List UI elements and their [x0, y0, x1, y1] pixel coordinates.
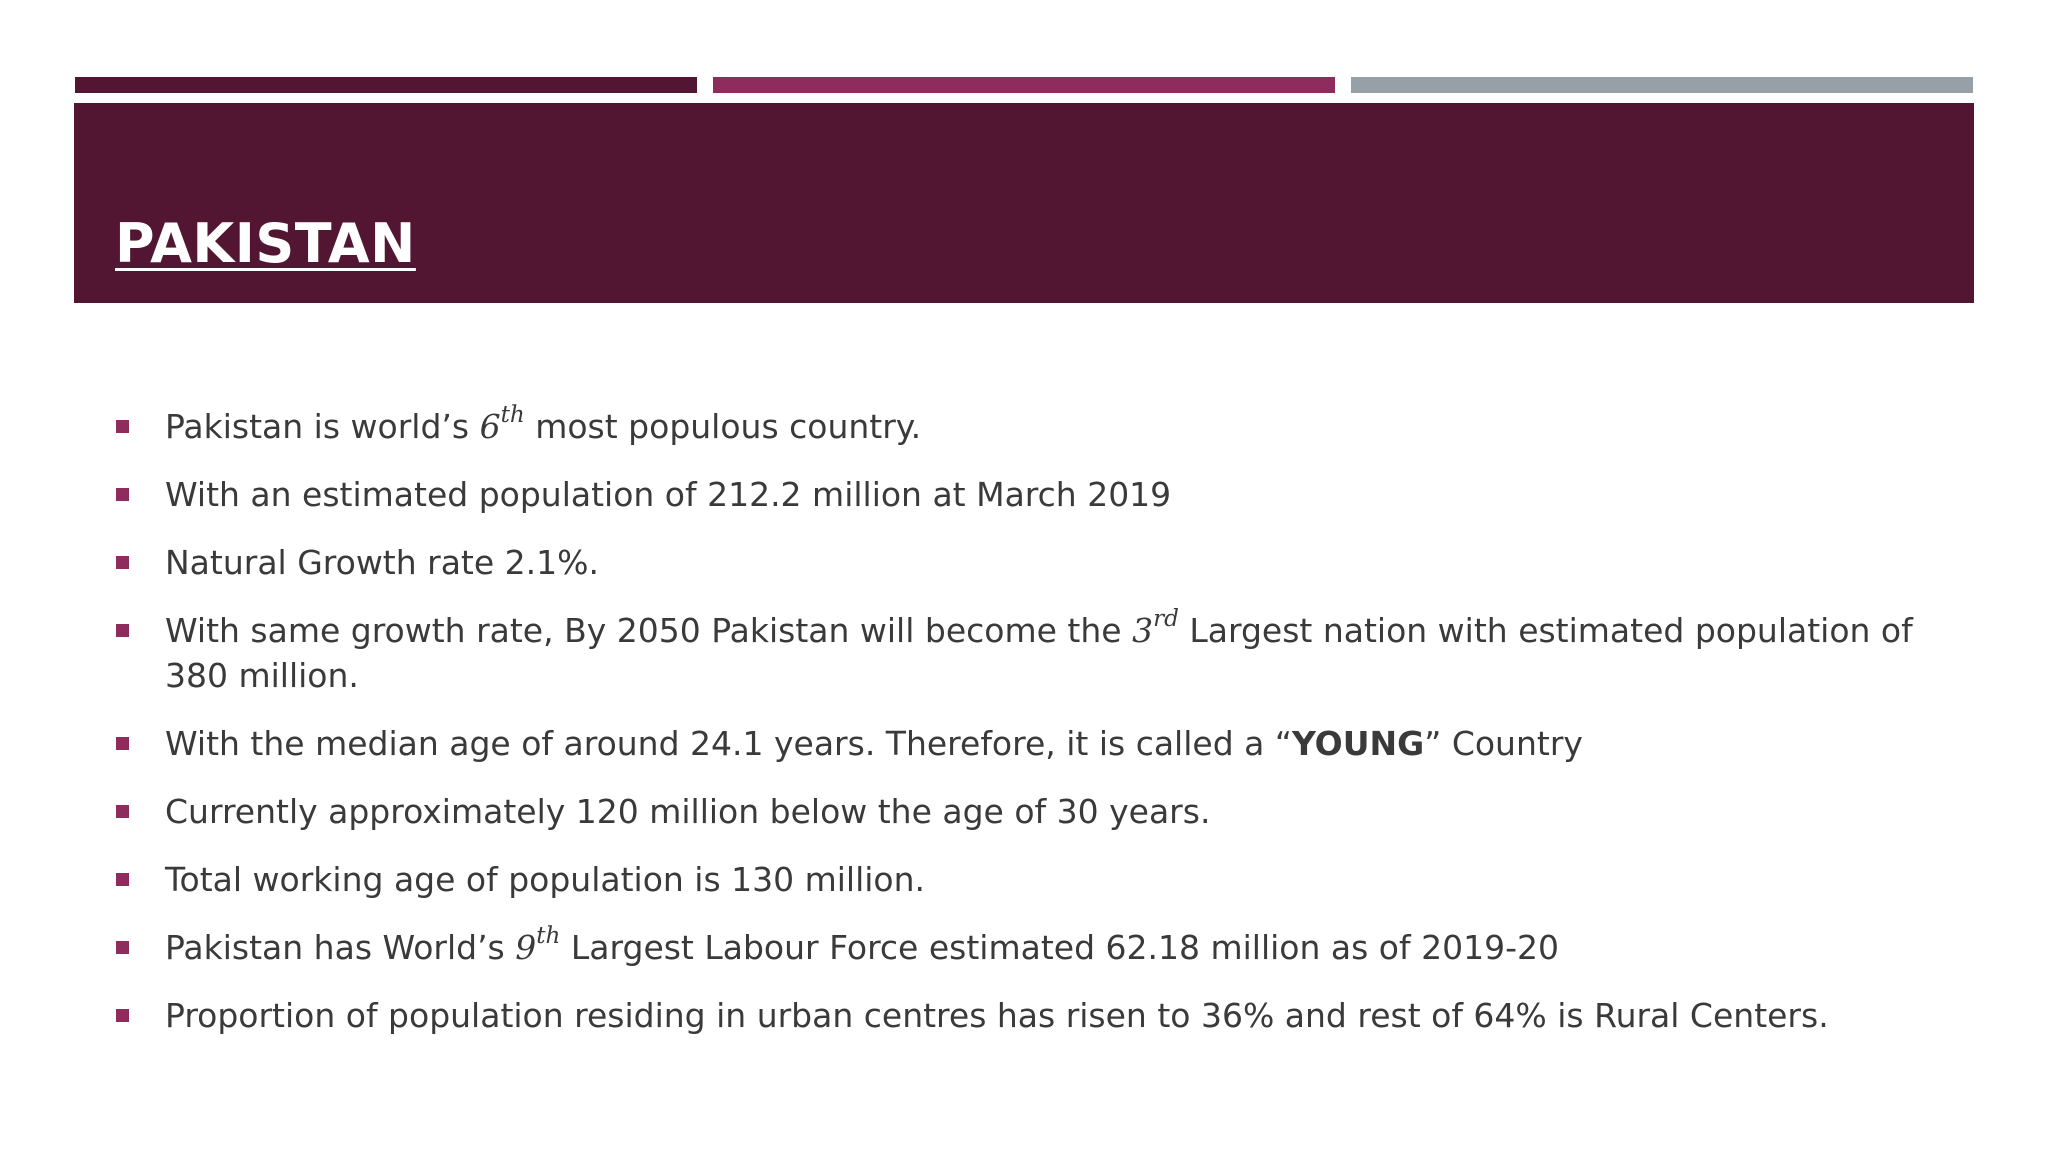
bullet-item: [115, 922, 1955, 970]
accent-bar-magenta: [713, 77, 1335, 93]
bullet-text: Largest nation with estimated population of 380 million.: [165, 611, 1913, 695]
ordinal-math: 3rd: [1132, 605, 1179, 650]
square-bullet-icon: [116, 556, 129, 569]
square-bullet-icon: [116, 873, 129, 886]
bullet-item: [115, 605, 1955, 698]
bullet-item: [115, 993, 1955, 1038]
bullet-text: With same growth rate, By 2050 Pakistan will become the: [165, 611, 1133, 650]
bullet-text: Proportion of population residing in urban centres has risen to 36% and rest of 64% is Rural Centers.: [165, 996, 1829, 1035]
bullet-text: With the median age of around 24.1 years. Therefore, it is called a “: [165, 724, 1292, 763]
square-bullet-icon: [116, 624, 129, 637]
bullet-text: With an estimated population of 212.2 million at March 2019: [165, 475, 1172, 514]
ordinal-math: 6th: [479, 401, 525, 446]
bullet-item: [115, 472, 1955, 517]
bullet-text: Natural Growth rate 2.1%.: [165, 543, 599, 582]
bold-emphasis: YOUNG: [1291, 724, 1425, 763]
accent-bar-gray: [1351, 77, 1973, 93]
square-bullet-icon: [116, 488, 129, 501]
square-bullet-icon: [116, 737, 129, 750]
bullet-text: Largest Labour Force estimated 62.18 million as of 2019-20: [560, 928, 1559, 967]
bullet-list: [115, 401, 1955, 1061]
square-bullet-icon: [116, 420, 129, 433]
square-bullet-icon: [116, 941, 129, 954]
bullet-item: [115, 721, 1955, 766]
bullet-item: [115, 857, 1955, 902]
bullet-text: ” Country: [1424, 724, 1583, 763]
bullet-item: [115, 401, 1955, 449]
bullet-text: Pakistan is world’s: [165, 407, 480, 446]
square-bullet-icon: [116, 805, 129, 818]
bullet-text: Currently approximately 120 million below the age of 30 years.: [165, 792, 1211, 831]
ordinal-math: 9th: [515, 922, 561, 967]
bullet-text: Pakistan has World’s: [165, 928, 516, 967]
bullet-text: Total working age of population is 130 million.: [165, 860, 926, 899]
square-bullet-icon: [116, 1009, 129, 1022]
slide-title: PAKISTAN: [115, 212, 416, 275]
bullet-item: [115, 789, 1955, 834]
bullet-item: [115, 540, 1955, 585]
bullet-text: most populous country.: [524, 407, 922, 446]
accent-bar-dark: [75, 77, 697, 93]
